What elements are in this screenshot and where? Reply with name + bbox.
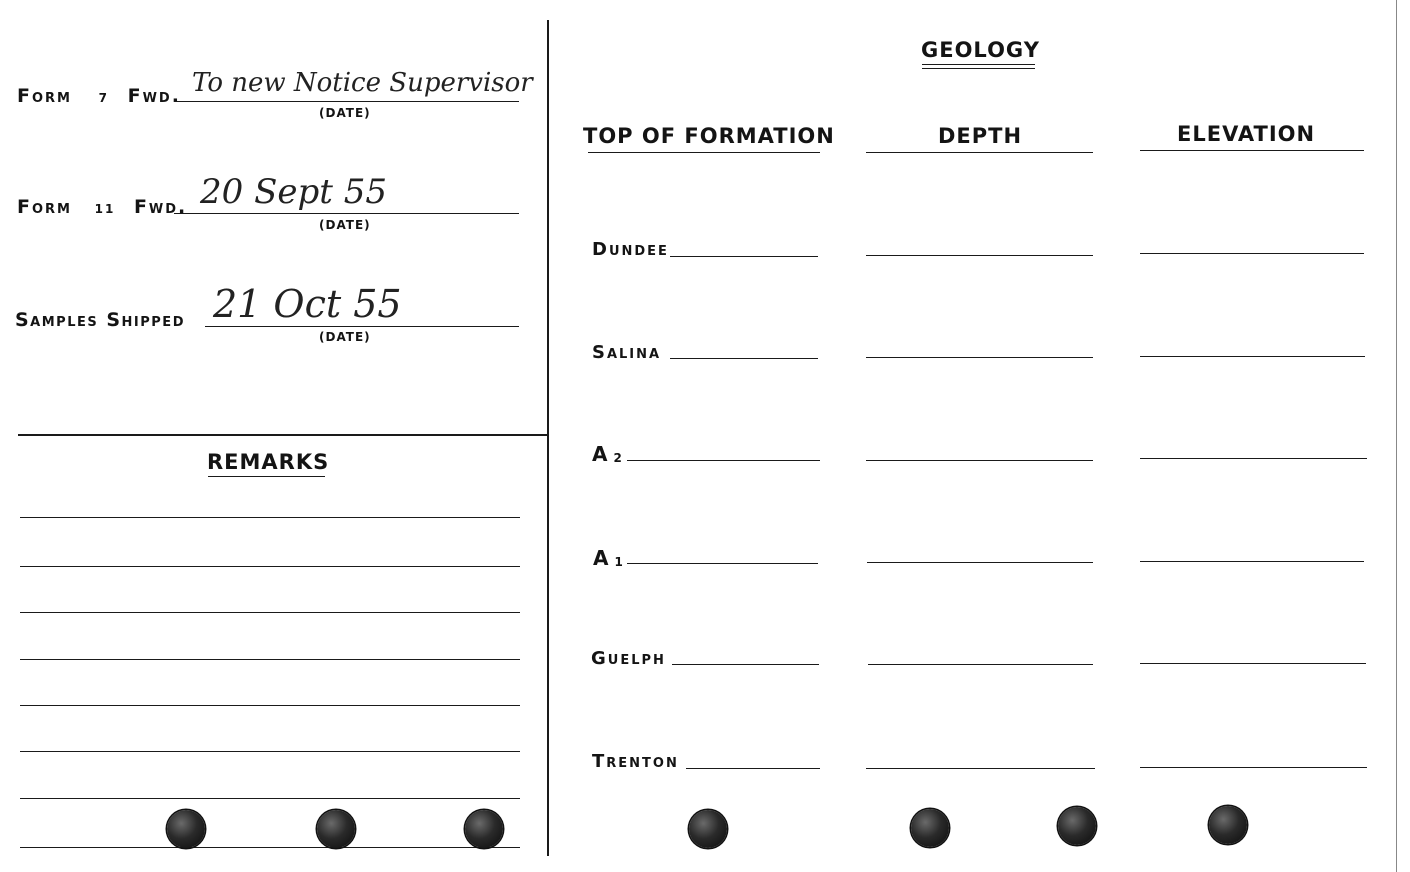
- depth-line: [866, 357, 1093, 358]
- formation-label-trenton: Trenton: [592, 751, 679, 772]
- remarks-line: [20, 566, 520, 567]
- remarks-line: [20, 847, 520, 848]
- elevation-line: [1140, 561, 1364, 562]
- punch-hole: [1209, 806, 1247, 844]
- form11-handwritten-entry: 20 Sept 55: [200, 172, 387, 212]
- geology-title-underline: [922, 68, 1035, 69]
- formation-label-guelph: Guelph: [591, 648, 666, 669]
- formation-label-dundee: Dundee: [592, 239, 669, 260]
- formation-top-line: [670, 256, 818, 257]
- form11-label: Form 11 Fwd.: [17, 196, 188, 218]
- punch-hole: [689, 810, 727, 848]
- column-header-underline: [588, 152, 820, 153]
- remarks-line: [20, 705, 520, 706]
- elevation-line: [1140, 767, 1367, 768]
- remarks-line: [20, 659, 520, 660]
- column-header-top-of-formation: TOP OF FORMATION: [583, 124, 835, 148]
- elevation-line: [1140, 663, 1366, 664]
- form11-date-line: [174, 213, 519, 214]
- formation-label-salina: Salina: [592, 342, 662, 363]
- form7-date-caption: (DATE): [319, 106, 371, 120]
- depth-line: [867, 562, 1093, 563]
- geology-title: GEOLOGY: [921, 38, 1040, 62]
- samples-handwritten-entry: 21 Oct 55: [213, 282, 402, 326]
- punch-hole: [911, 809, 949, 847]
- elevation-line: [1140, 253, 1364, 254]
- remarks-title: REMARKS: [207, 450, 330, 474]
- samples-date-caption: (DATE): [319, 330, 371, 344]
- punch-hole: [167, 810, 205, 848]
- depth-line: [866, 768, 1095, 769]
- depth-line: [866, 255, 1093, 256]
- column-header-depth: DEPTH: [938, 124, 1023, 148]
- center-divider: [547, 20, 549, 856]
- remarks-line: [20, 612, 520, 613]
- punch-hole: [317, 810, 355, 848]
- remarks-line: [20, 798, 520, 799]
- depth-line: [866, 460, 1093, 461]
- remarks-top-divider: [18, 434, 549, 436]
- remarks-title-underline: [208, 476, 325, 477]
- elevation-line: [1140, 356, 1365, 357]
- elevation-line: [1140, 458, 1367, 459]
- column-header-underline: [1140, 150, 1364, 151]
- form11-date-caption: (DATE): [319, 218, 371, 232]
- punch-hole: [1058, 807, 1096, 845]
- samples-shipped-label: Samples Shipped: [15, 309, 185, 331]
- formation-top-line: [627, 460, 820, 461]
- samples-date-line: [205, 326, 519, 327]
- geology-title-underline: [922, 64, 1035, 65]
- formation-top-line: [670, 358, 818, 359]
- formation-top-line: [672, 664, 819, 665]
- form7-handwritten-entry: To new Notice Supervisor: [192, 68, 533, 98]
- formation-top-line: [627, 563, 818, 564]
- remarks-line: [20, 751, 520, 752]
- formation-label-a2: A 2: [592, 442, 622, 466]
- column-header-underline: [866, 152, 1093, 153]
- column-header-elevation: ELEVATION: [1177, 122, 1316, 146]
- form7-label: Form 7 Fwd.: [17, 85, 181, 107]
- remarks-line: [20, 517, 520, 518]
- punch-hole: [465, 810, 503, 848]
- formation-top-line: [686, 768, 820, 769]
- card-right-edge: [1396, 0, 1397, 872]
- form7-date-line: [174, 101, 519, 102]
- depth-line: [868, 664, 1093, 665]
- formation-label-a1: A 1: [593, 546, 623, 570]
